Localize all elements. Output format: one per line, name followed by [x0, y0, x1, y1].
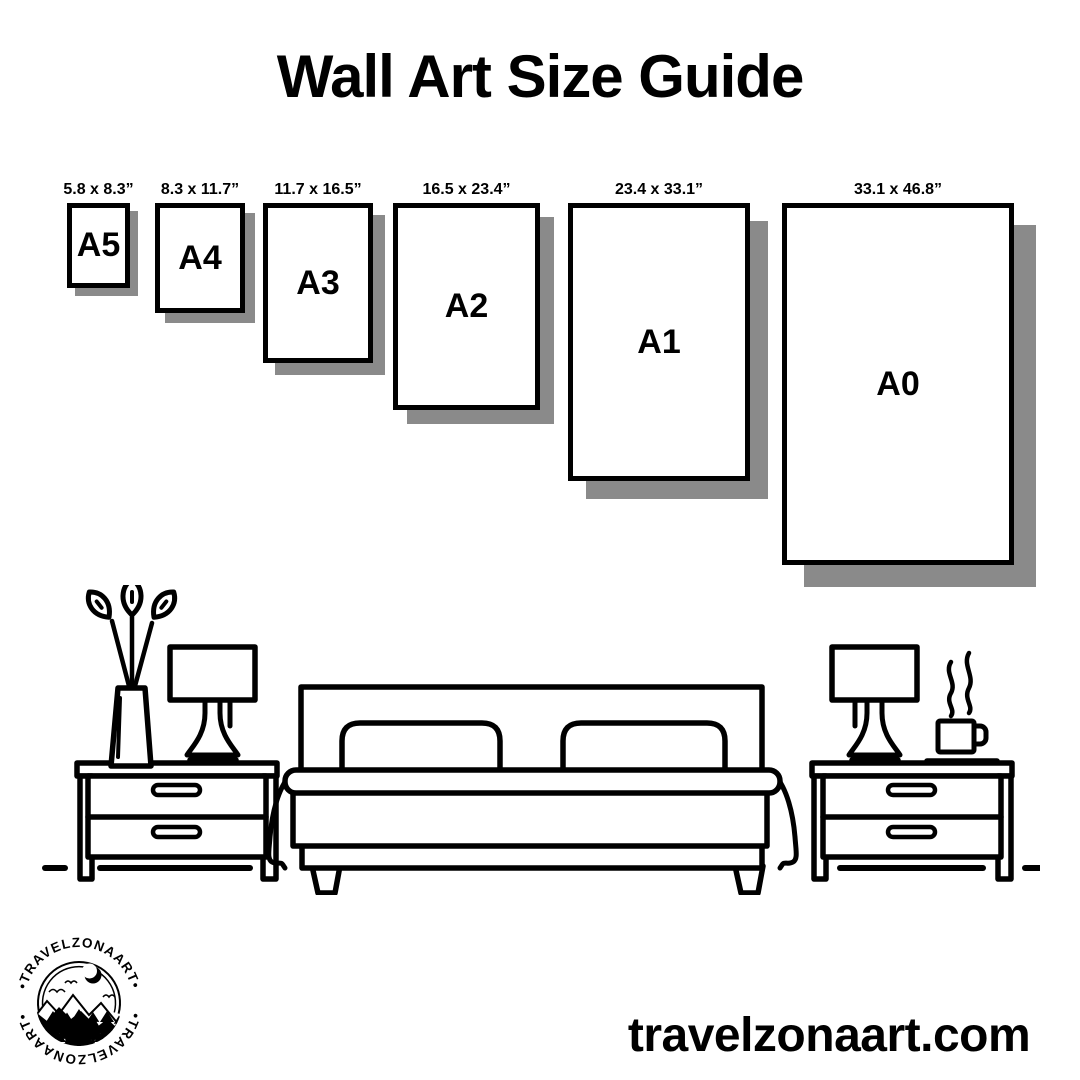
birds-icon: [49, 981, 115, 997]
page-title: Wall Art Size Guide: [276, 43, 804, 110]
logo-arc-text-top: •TRAVELZONAART•: [14, 935, 144, 991]
coffee-cup-icon: [927, 653, 997, 761]
size-name: A1: [637, 322, 681, 361]
size-name: A0: [876, 364, 920, 403]
size-dimensions: 8.3 x 11.7”: [160, 181, 240, 198]
table-lamp-right-icon: [832, 647, 917, 760]
size-frame-a5: [63, 181, 134, 288]
size-name: A4: [178, 238, 222, 277]
nightstand-right-icon: [812, 763, 1012, 879]
flower-vase-icon: [83, 585, 180, 766]
size-name: A3: [296, 263, 340, 302]
size-frame-a4: [155, 181, 245, 313]
size-frame-a1: [568, 181, 750, 481]
table-lamp-left-icon: [170, 647, 255, 760]
size-dimensions: 16.5 x 23.4”: [422, 181, 511, 198]
size-frame-a2: [393, 181, 540, 410]
size-dimensions: 33.1 x 46.8”: [853, 181, 943, 198]
logo-arc-text-bottom: •TRAVELZONAART•: [14, 1011, 144, 1067]
size-frame-a3: [263, 181, 373, 363]
size-dimensions: 5.8 x 8.3”: [63, 181, 134, 198]
brand-logo: [13, 935, 145, 1067]
pillow-right: [563, 723, 725, 771]
nightstand-left-icon: [77, 763, 277, 879]
size-name: A5: [76, 226, 121, 264]
pillow-left: [342, 723, 500, 771]
size-dimensions: 11.7 x 16.5”: [274, 181, 362, 198]
size-dimensions: 23.4 x 33.1”: [614, 181, 704, 198]
bedroom-illustration: [40, 585, 1040, 895]
size-frame-a0: [782, 181, 1014, 565]
size-name: A2: [444, 287, 489, 325]
double-bed-icon: [269, 687, 797, 893]
website-url: travelzonaart.com: [627, 1009, 1031, 1062]
